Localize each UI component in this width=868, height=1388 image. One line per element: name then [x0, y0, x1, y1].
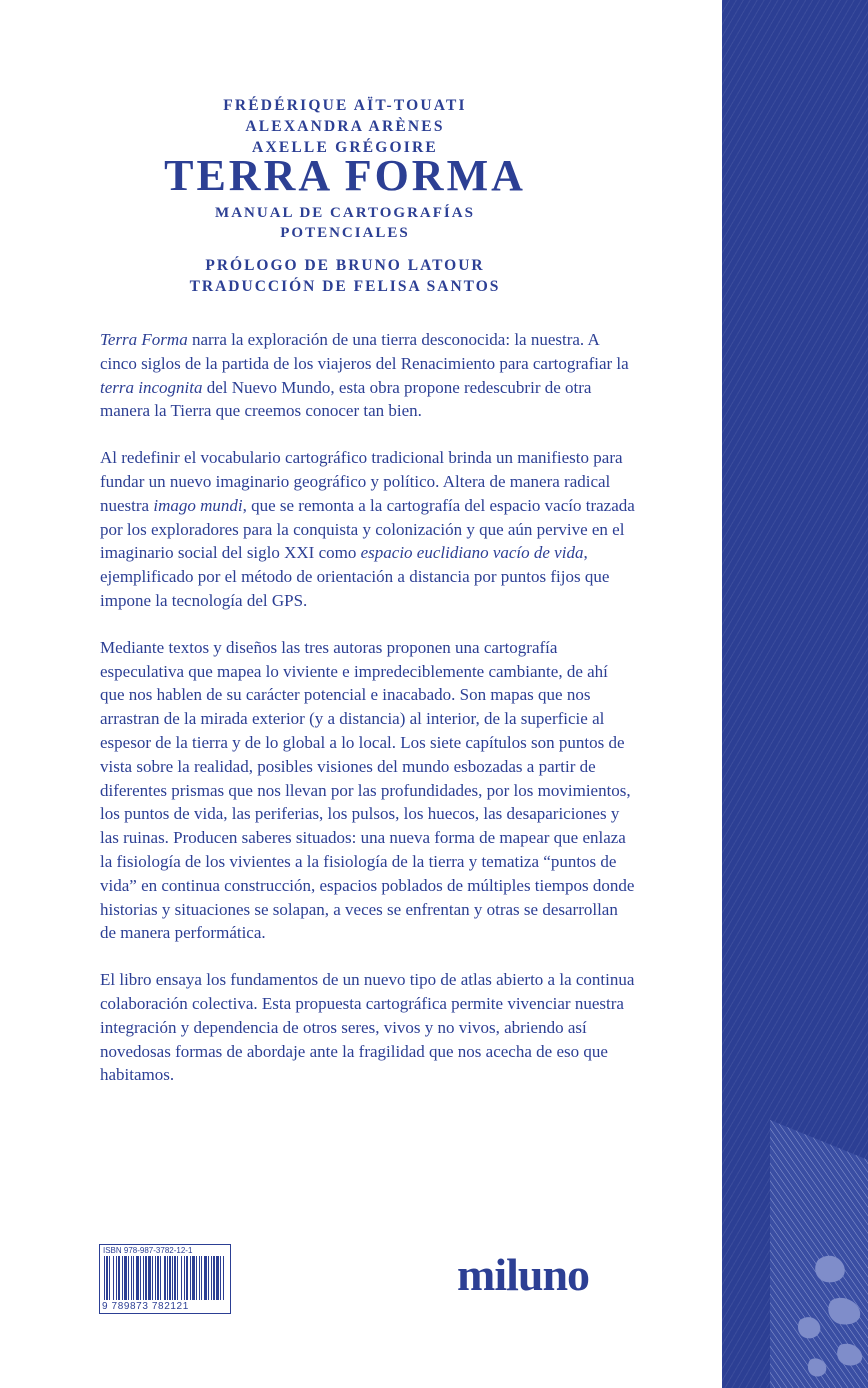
barcode-bar [148, 1256, 151, 1300]
subtitle-line: MANUAL DE CARTOGRAFÍAS [215, 205, 475, 221]
barcode-bar [140, 1256, 141, 1300]
barcode-bar [109, 1256, 110, 1300]
author-name: FRÉDÉRIQUE AÏT-TOUATI [223, 97, 467, 114]
barcode-bar [177, 1256, 178, 1300]
italic-term: terra incognita [100, 377, 203, 397]
barcode-bar [186, 1256, 188, 1300]
barcode-bar [192, 1256, 195, 1300]
barcode-bar [204, 1256, 207, 1300]
publisher-logo: miluno [457, 1249, 590, 1300]
barcode-bar [128, 1256, 129, 1300]
barcode-bar [216, 1256, 219, 1300]
barcode-bar [208, 1256, 209, 1300]
blurb-text [100, 328, 635, 1110]
barcode-bar [223, 1256, 224, 1300]
barcode-bar [196, 1256, 197, 1300]
barcode-bar [167, 1256, 168, 1300]
barcode-bar [133, 1256, 134, 1300]
barcode-bar [116, 1256, 117, 1300]
barcode-bar [122, 1256, 123, 1300]
blurb-paragraph: Mediante textos y diseños las tres autoras proponen una cartografía especulativa que mapea lo viviente e impredeciblemente cambiante, de ahí que nos hablen de su carácter potencial e inacabado. Son mapas que nos arrastran de la mirada exterior (y a distancia) al interior, de la superficie al espesor de la tierra y de lo global a lo local. Los siete capítulos son puntos de vista sobre la realidad, posibles visiones del mundo esbozadas a partir de diferentes prismas que nos llevan por las profundidades, por los movimientos, los puntos de vida, las periferias, los pulsos, los huecos, las desapariciones y las ruinas. Producen saberes situados: una nueva forma de mapear que enlaza la fisiología de los vivientes a la fisiología de la tierra y tematiza “puntos de vida” en continua construcción, espacios poblados de múltiples tiempos donde historias y situaciones se solapan, a veces se enfrentan y otras se desarrollan de manera performática. [100, 637, 635, 943]
subtitle-line: POTENCIALES [280, 225, 410, 241]
isbn-barcode [99, 1244, 231, 1314]
prologue-credit: PRÓLOGO DE BRUNO LATOUR [205, 257, 485, 274]
credits-block [100, 255, 590, 297]
barcode-bar [199, 1256, 200, 1300]
barcode-bar [152, 1256, 153, 1300]
barcode-bar [164, 1256, 166, 1300]
barcode-bar [181, 1256, 182, 1300]
translation-credit: TRADUCCIÓN DE FELISA SANTOS [189, 278, 501, 295]
italic-term: imago mundi [153, 495, 243, 515]
barcode-bar [201, 1256, 202, 1300]
barcode-bar [190, 1256, 191, 1300]
barcode-bar [118, 1256, 120, 1300]
barcode-bar [157, 1256, 159, 1300]
barcode-bar [169, 1256, 171, 1300]
barcode-bar [220, 1256, 221, 1300]
barcode-bar [213, 1256, 215, 1300]
barcode-bar [136, 1256, 139, 1300]
author-name: AXELLE GRÉGOIRE [252, 139, 438, 156]
barcode-bar [211, 1256, 212, 1300]
barcode-bar [104, 1256, 105, 1300]
barcode-bar [106, 1256, 108, 1300]
barcode-bar [174, 1256, 176, 1300]
blurb-paragraph: Terra Forma narra la exploración de una tierra desconocida: la nuestra. A cinco siglos de la partida de los viajeros del Renacimiento para cartografiar la terra incognita del Nuevo Mundo, esta obra propone redescubrir de otra manera la Tierra que creemos conocer tan bien. [100, 330, 629, 421]
italic-term: Terra Forma [100, 330, 188, 349]
barcode-bars [102, 1256, 228, 1300]
barcode-bar [160, 1256, 161, 1300]
italic-term: espacio euclidiano vacío de vida [360, 543, 584, 563]
barcode-bar [124, 1256, 127, 1300]
barcode-bar [155, 1256, 156, 1300]
isbn-label: ISBN 978-987-3782-12-1 [103, 1246, 193, 1255]
author-name: ALEXANDRA ARÈNES [245, 118, 445, 135]
book-subtitle [100, 203, 590, 243]
barcode-bar [145, 1256, 147, 1300]
barcode-bar [131, 1256, 132, 1300]
spine-map-pattern [770, 1120, 868, 1388]
barcode-bar [184, 1256, 185, 1300]
blurb-paragraph: Al redefinir el vocabulario cartográfico tradicional brinda un manifiesto para fundar un nuevo imaginario geográfico y político. Altera de manera radical nuestra imago mundi, que se remonta a la cartografía del espacio vacío trazada por los exploradores para la conquista y colonización y que aún pervive en el imaginario social del siglo XXI como espacio euclidiano vacío de vida, ejemplificado por el método de orientación a distancia por puntos fijos que impone la tecnología del GPS. [100, 448, 635, 610]
barcode-bar [113, 1256, 114, 1300]
authors-block [100, 95, 590, 158]
barcode-bar [143, 1256, 144, 1300]
barcode-bar [172, 1256, 173, 1300]
blurb-paragraph: El libro ensaya los fundamentos de un nuevo tipo de atlas abierto a la continua colaboración colectiva. Esta propuesta cartográfica permite vivenciar nuestra integración y dependencia de otros seres, vivos y no vivos, abriendo así novedosas formas de abordaje ante la fragilidad que nos acecha de eso que habitamos. [100, 970, 635, 1085]
book-title: TERRA FORMA [164, 151, 526, 200]
ean-digits: 9 789873 782121 [102, 1301, 189, 1312]
